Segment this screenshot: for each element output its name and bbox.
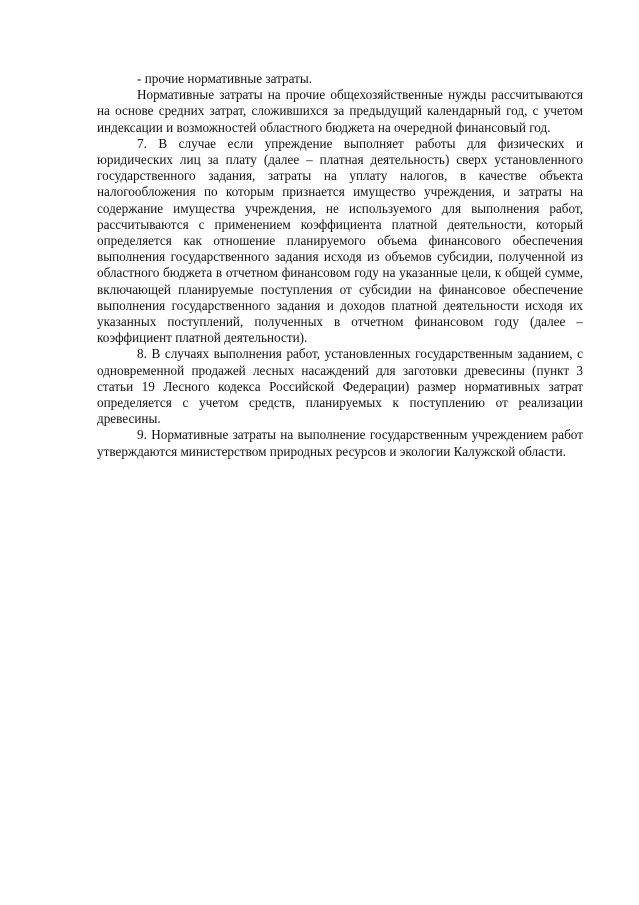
paragraph-point-7: 7. В случае если упреждение выполняет работы для физических и юридических лиц за плату (далее – платная деятельность) сверх установленного государственного задания, затраты на уплату налогов, в качестве объекта налогообложения по которым признается имущество учреждения, и затраты на содержание имущества учреждения, не используемого для выполнения работ, рассчитываются с применением коэффициента платной деятельности, который определяется как отношение планируемого объема финансового обеспечения выполнения государственного задания исходя из объемов субсидии, полученной из областного бюджета в отчетном финансовом году на указанные цели, к общей сумме, включающей планируемые поступления от субсидии на финансовое обеспечение выполнения государственного задания и доходов платной деятельности исходя их указанных поступлений, полученных в отчетном финансовом году (далее – коэффициент платной деятельности). <box>97 135 583 346</box>
paragraph-other-costs-item: - прочие нормативные затраты. <box>137 71 313 86</box>
paragraph-point-8: 8. В случаях выполнения работ, установленных государственным заданием, с одновременной продажей лесных насаждений для заготовки древесины (пункт 3 статьи 19 Лесного кодекса Российской Федерации) размер нормативных затрат определяется с учетом средств, планируемых к поступлению от реализации древесины. <box>97 346 583 427</box>
document-body <box>97 71 583 460</box>
paragraph-general-needs: Нормативные затраты на прочие общехозяйственные нужды рассчитываются на основе средних затрат, сложившихся за предыдущий календарный год, с учетом индексации и возможностей областного бюджета на очередной финансовый год. <box>97 87 583 135</box>
paragraph-point-9: 9. Нормативные затраты на выполнение государственным учреждением работ утверждаются министерством природных ресурсов и экологии Калужской области. <box>97 427 583 459</box>
